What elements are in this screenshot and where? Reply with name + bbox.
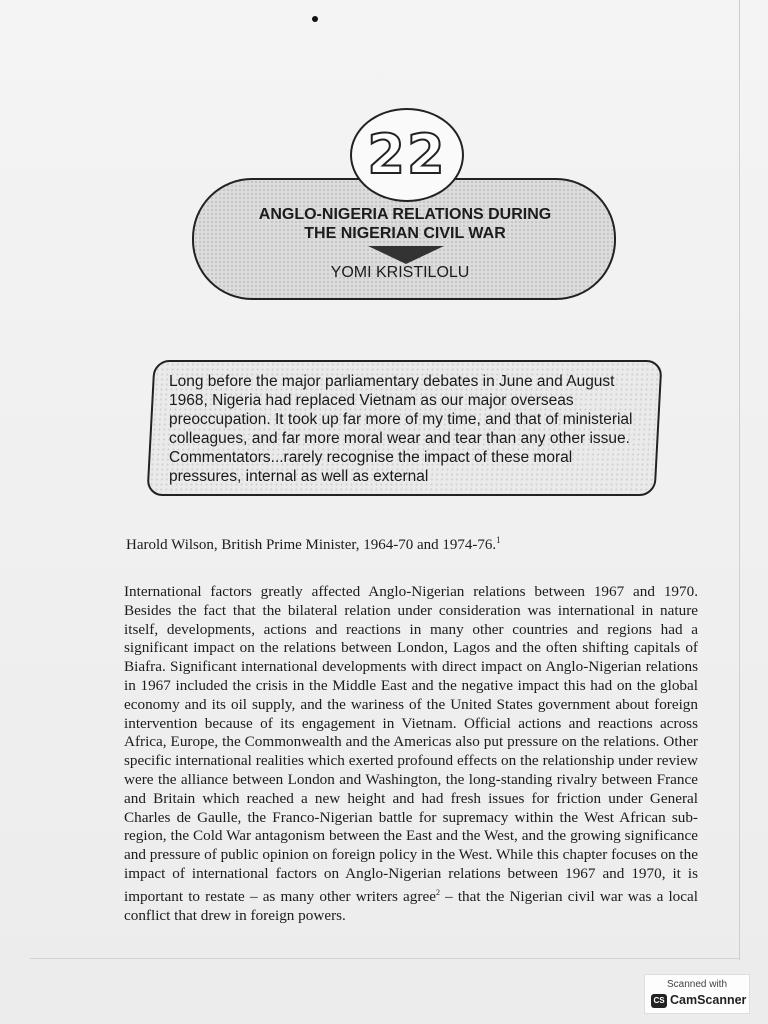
- ink-speck: [312, 16, 318, 22]
- body-text-part: International factors greatly affected Anglo-Nigerian relations between 1967 and 1970. Besides the fact that the bilateral relation under consideration was international in nature itself, developments, actions and reactions in many other countries and regions had a significant impact on the relations between London, Lagos and the often shifting capitals of Biafra. Significant international developments with direct impact on Anglo-Nigerian relations in 1967 included the crisis in the Middle East and the negative impact this had on the global economy and its oil supply, and the wariness of the United States government about foreign intervention because of its engagement in Vietnam. Official actions and reactions across Africa, Europe, the Commonwealth and the Americas also put pressure on the relations. Other specific international realities which exerted profound effects on the relationship under review were the alliance between London and Washington, the long-standing rivalry between France and Britain which reached a new height and had fresh issues for friction under General Charles de Gaulle, the Franco-Nigerian battle for supremacy within the West African sub-region, the Cold War antagonism between the East and the West, and the growing significance and pressure of public opinion on foreign policy in the West. While this chapter focuses on the impact of international factors on Anglo-Nigerian relations between 1967 and 1970, it is important to restate – as many other writers agree: [124, 583, 698, 905]
- watermark-brand: CamScanner: [670, 993, 747, 1007]
- body-paragraph: [124, 583, 698, 925]
- chapter-number: 22: [367, 123, 447, 186]
- body-text-part: – that the Nigerian civil war was a local conflict that drew in foreign powers.: [124, 887, 698, 924]
- footnote-marker: 2: [435, 887, 440, 897]
- attribution-text: Harold Wilson, British Prime Minister, 1964-70 and 1974-76.: [126, 537, 497, 553]
- chapter-title-line: ANGLO-NIGERIA RELATIONS DURING: [258, 206, 552, 223]
- epigraph-quote: Long before the major parliamentary debates in June and August 1968, Nigeria had replaced Vietnam as our major overseas preoccupation. It took up far more of my time, and that of ministerial colleagues, and far more moral wear and tear than any other issue. Commentators...rarely recognise the impact of these moral pressures, internal as well as external: [169, 373, 633, 485]
- page-edge: [30, 958, 740, 959]
- chapter-title: [220, 205, 590, 243]
- chapter-title-line: THE NIGERIAN CIVIL WAR: [304, 225, 506, 242]
- down-arrow-icon: [368, 246, 444, 264]
- chapter-number-badge: [350, 108, 464, 202]
- camscanner-watermark: [644, 974, 750, 1014]
- chapter-author: YOMI KRISTILOLU: [330, 264, 470, 281]
- watermark-caption: Scanned with: [666, 979, 728, 990]
- page-edge: [739, 0, 740, 960]
- camscanner-logo-icon: CS: [651, 994, 667, 1008]
- footnote-marker: 1: [496, 535, 501, 545]
- epigraph-attribution: [126, 530, 586, 555]
